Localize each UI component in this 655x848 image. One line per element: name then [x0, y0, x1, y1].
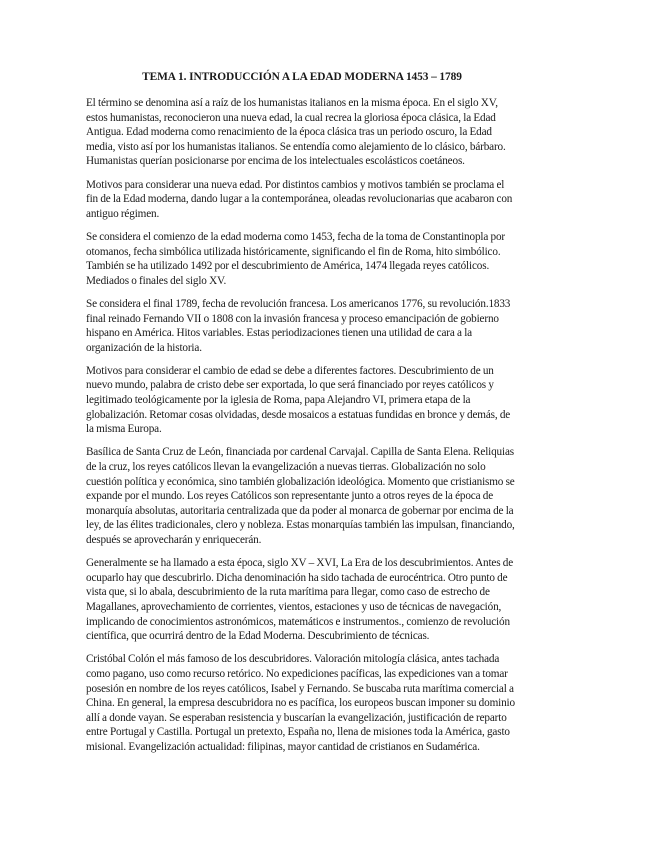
paragraph-motivos-nueva-edad: Motivos para considerar una nueva edad. Por distintos cambios y motivos también se proclama el fin de la Edad moderna, dando lugar a la contemporánea, oleadas revolucionarias que acabaron con antiguo régimen. — [86, 178, 513, 220]
document-page — [86, 70, 518, 763]
paragraph-era-descubrimientos: Generalmente se ha llamado a esta época, siglo XV – XVI, La Era de los descubrimientos. Antes de ocuparlo hay que descubrirlo. Dicha denominación ha sido tachada de eurocéntrica. Otro punto de vista que, si lo abala, descubrimiento de la ruta marítima para llegar, como caso de estrecho de Magallanes, aprovechamiento de corrientes, vientos, estaciones y uso de técnicas de navegación, implicando de conocimientos astronómicos, matemáticos e instrumentos., comienzo de revolución científica, que ocurrirá dentro de la Edad Moderna. Descubrimiento de técnicas. — [86, 557, 514, 643]
paragraph-final: Se considera el final 1789, fecha de revolución francesa. Los americanos 1776, su revolución.1833 final reinado Fernando VII o 1808 con la invasión francesa y proceso emancipación de gobierno hispano en América. Hitos variables. Estas periodizaciones tienen una utilidad de cara a la organización de la historia. — [86, 297, 511, 354]
paragraph-cambio-edad: Motivos para considerar el cambio de edad se debe a diferentes factores. Descubrimiento de un nuevo mundo, palabra de cristo debe ser exportada, lo que será financiado por reyes católicos y legitimado teológicamente por la iglesia de Roma, papa Alejandro VI, primera etapa de la globalización. Retomar cosas olvidadas, desde mosaicos a estatuas fundidas en bronce y demás, de la misma Europa. — [86, 364, 511, 436]
document-title: TEMA 1. INTRODUCCIÓN A LA EDAD MODERNA 1453 – 1789 — [142, 71, 462, 83]
paragraph-basilica: Basílica de Santa Cruz de León, financiada por cardenal Carvajal. Capilla de Santa Elena. Reliquias de la cruz, los reyes católicos llevan la evangelización a nuevas tierras. Globalización no solo cuestión política y económica, sino también globalización ideológica. Momento que cristianismo se expande por el mundo. Los reyes Católicos son representante junto a otros reyes de la época de monarquía absolutas, autoritaria centralizada que da poder al monarca de gobernar por encima de la ley, de las élites tradicionales, clero y nobleza. Estas monarquías también las impulsan, financiando, después se aprovecharán y enriquecerán. — [86, 446, 515, 546]
paragraph-humanistas: El término se denomina así a raíz de los humanistas italianos en la misma época. En el siglo XV, estos humanistas, reconocieron una nueva edad, la cual recrea la gloriosa época clásica, la Edad Antigua. Edad moderna como renacimiento de la época clásica tras un periodo oscuro, la Edad media, visto así por los humanistas italianos. Se entendía como alejamiento de lo clásico, bárbaro. Humanistas querían posicionarse por encima de los intelectuales escolásticos coetáneos. — [86, 97, 506, 168]
paragraph-colon: Cristóbal Colón el más famoso de los descubridores. Valoración mitología clásica, antes tachada como pagano, uso como recurso retórico. No expediciones pacíficas, las expediciones van a tomar posesión en nombre de los reyes católicos, Isabel y Fernando. Se buscaba ruta marítima comercial a China. En general, la empresa descubridora no es pacífica, los europeos buscan imponer su dominio allí a donde vayan. Se esperaban resistencia y buscarían la evangelización, justificación de reparto entre Portugal y Castilla. Portugal un pretexto, España no, llena de misiones toda la América, gasto misional. Evangelización actualidad: filipinas, mayor cantidad de cristianos en Sudamérica. — [86, 653, 515, 753]
paragraph-comienzo: Se considera el comienzo de la edad moderna como 1453, fecha de la toma de Constantinopla por otomanos, fecha simbólica utilizada históricamente, significando el fin de Roma, hito simbólico. También se ha utilizado 1492 por el descubrimiento de América, 1474 llegada reyes católicos. Mediados o finales del siglo XV. — [86, 230, 505, 287]
